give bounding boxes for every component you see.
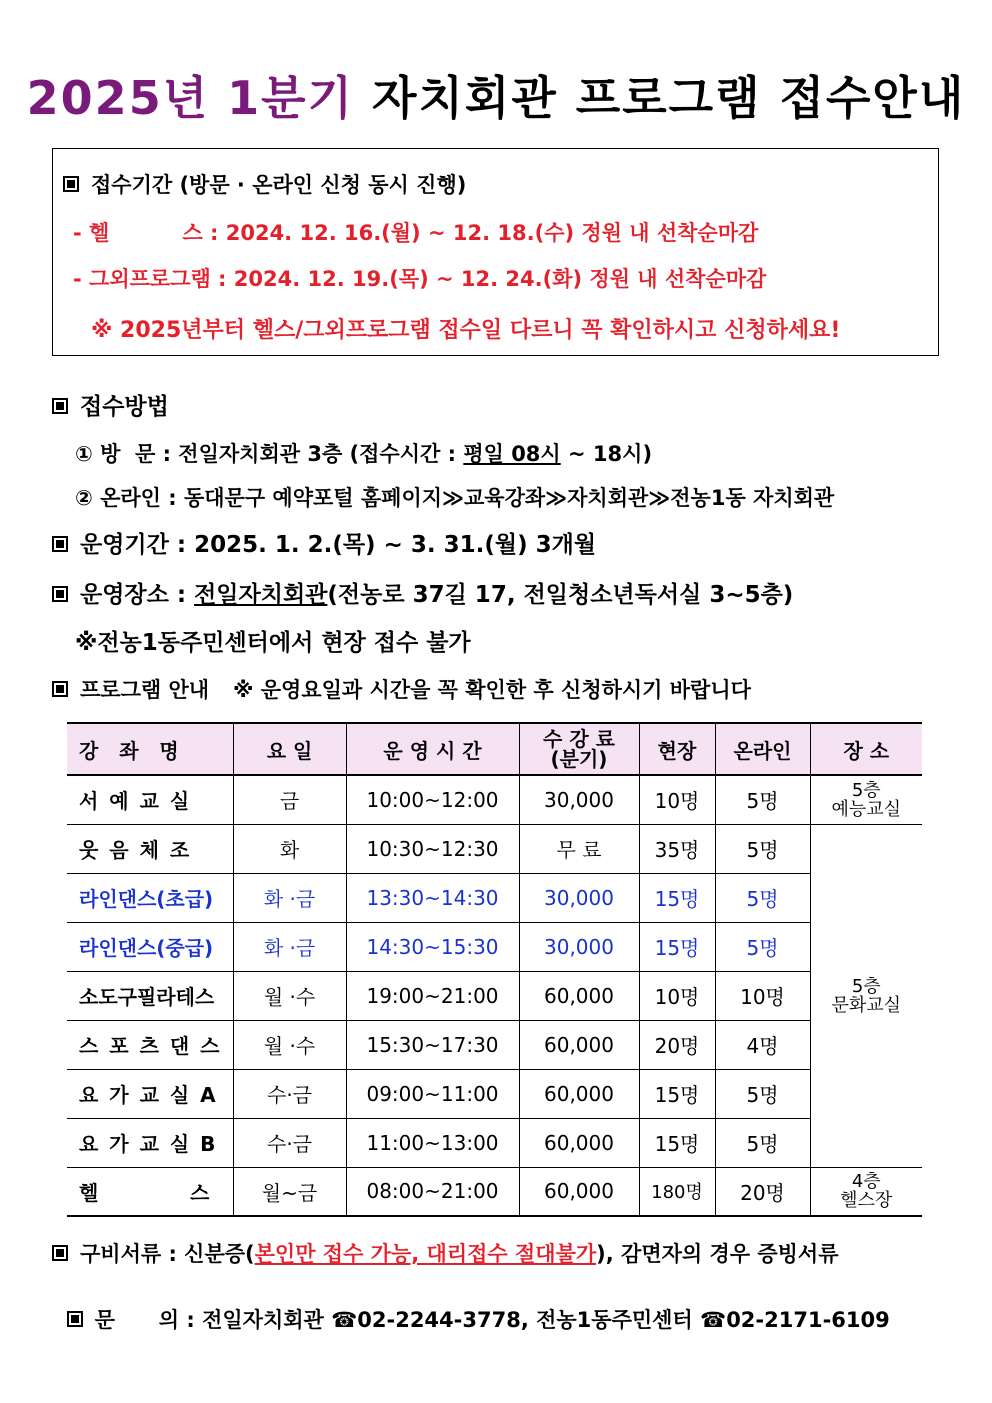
cell-place: [810, 824, 922, 1167]
header-onsite: 현장: [639, 723, 715, 775]
cell-online: 10명: [715, 971, 810, 1020]
cell-day: 금: [233, 775, 346, 824]
period-notice: ※ 2025년부터 헬스/그외프로그램 접수일 다르니 꼭 확인하시고 신청하세요!: [91, 318, 841, 343]
documents-label: 구비서류 : 신분증(: [80, 1242, 255, 1266]
method-heading-text: 접수방법: [80, 394, 169, 420]
cell-fee: 30,000: [519, 873, 639, 922]
cell-fee: 60,000: [519, 1020, 639, 1069]
cell-time: 19:00~21:00: [346, 971, 519, 1020]
method-heading: [52, 388, 169, 421]
cell-day: 월 ·수: [233, 971, 346, 1020]
header-place: 장 소: [810, 723, 922, 775]
cell-place: [810, 1167, 922, 1216]
header-fee: [519, 723, 639, 775]
cell-time: 15:30~17:30: [346, 1020, 519, 1069]
cell-onsite: 180명: [639, 1167, 715, 1216]
cell-time: 09:00~11:00: [346, 1069, 519, 1118]
header-fee-period: (분기): [550, 747, 608, 771]
cell-time: 10:00~12:00: [346, 775, 519, 824]
cell-place: [810, 775, 922, 824]
cell-fee: 무 료: [519, 824, 639, 873]
table-row: [67, 775, 922, 824]
table-row: [67, 971, 922, 1020]
method-visit: [75, 438, 652, 468]
visit-suffix: ~ 18시): [560, 442, 653, 466]
cell-fee: 60,000: [519, 971, 639, 1020]
cell-day: 화 ·금: [233, 922, 346, 971]
cell-day: 화 ·금: [233, 873, 346, 922]
place-room: 문화교실: [831, 994, 902, 1016]
table-row: [67, 1118, 922, 1167]
venue: [52, 576, 793, 609]
method-online: ② 온라인 : 동대문구 예약포털 홈페이지≫교육강좌≫자치회관≫전농1동 자치회관: [75, 486, 835, 510]
program-guide-note: ※ 운영요일과 시간을 꼭 확인한 후 신청하시기 바랍니다: [233, 678, 751, 702]
cell-fee: 60,000: [519, 1167, 639, 1216]
program-guide-heading: 프로그램 안내: [80, 678, 210, 702]
header-time: 운 영 시 간: [346, 723, 519, 775]
cell-day: 월 ·수: [233, 1020, 346, 1069]
cell-name: 라인댄스(초급): [67, 873, 233, 922]
cell-time: 08:00~21:00: [346, 1167, 519, 1216]
venue-note: ※전농1동주민센터에서 현장 접수 불가: [75, 630, 471, 656]
cell-onsite: 15명: [639, 1118, 715, 1167]
cell-onsite: 35명: [639, 824, 715, 873]
cell-online: 5명: [715, 1118, 810, 1167]
cell-name: 소도구필라테스: [67, 971, 233, 1020]
square-bullet-icon: [67, 1311, 83, 1327]
table-row: [67, 922, 922, 971]
cell-onsite: 20명: [639, 1020, 715, 1069]
cell-name: 요 가 교 실 B: [67, 1118, 233, 1167]
other-programs-period: - 그외프로그램 : 2024. 12. 19.(목) ~ 12. 24.(화) 정원 내 선착순마감: [73, 267, 767, 291]
venue-name: 전일자치회관: [194, 582, 328, 608]
cell-time: 14:30~15:30: [346, 922, 519, 971]
documents-suffix: ), 감면자의 경우 증빙서류: [596, 1242, 839, 1266]
table-header-row: [67, 723, 922, 775]
square-bullet-icon: [52, 536, 68, 552]
contact: [52, 1280, 890, 1334]
cell-online: 5명: [715, 873, 810, 922]
program-guide: [52, 674, 751, 704]
header-online: 온라인: [715, 723, 810, 775]
cell-online: 4명: [715, 1020, 810, 1069]
square-bullet-icon: [52, 1245, 68, 1261]
program-table: [67, 722, 922, 1217]
square-bullet-icon: [52, 586, 68, 602]
square-bullet-icon: [52, 398, 68, 414]
cell-time: 10:30~12:30: [346, 824, 519, 873]
documents-warning: 본인만 접수 가능, 대리접수 절대불가: [254, 1242, 597, 1266]
venue-detail: (전농로 37길 17, 전일청소년독서실 3~5층): [327, 582, 794, 608]
cell-day: 월~금: [233, 1167, 346, 1216]
place-room: 예능교실: [831, 798, 902, 820]
cell-name: 서 예 교 실: [67, 775, 233, 824]
cell-name: 요 가 교 실 A: [67, 1069, 233, 1118]
cell-fee: 30,000: [519, 775, 639, 824]
cell-onsite: 10명: [639, 971, 715, 1020]
cell-online: 5명: [715, 1069, 810, 1118]
cell-name: 헬 스: [67, 1167, 233, 1216]
cell-onsite: 15명: [639, 873, 715, 922]
table-row: [67, 1167, 922, 1216]
visit-prefix: ① 방 문 : 전일자치회관 3층 (접수시간 :: [75, 442, 464, 466]
place-room: 헬스장: [840, 1190, 893, 1212]
required-documents: [52, 1238, 839, 1268]
table-row: [67, 1020, 922, 1069]
period-heading-text: 접수기간 (방문 · 온라인 신청 동시 진행): [91, 173, 467, 197]
place-floor: 5층: [851, 975, 881, 997]
visit-hours: 평일 08시: [463, 442, 561, 466]
cell-day: 화: [233, 824, 346, 873]
title-main: 자치회관 프로그램 접수안내: [372, 71, 966, 125]
cell-time: 11:00~13:00: [346, 1118, 519, 1167]
header-name: 강 좌 명: [67, 723, 233, 775]
cell-onsite: 15명: [639, 922, 715, 971]
square-bullet-icon: [52, 681, 68, 697]
cell-onsite: 10명: [639, 775, 715, 824]
registration-period-box: [52, 148, 939, 356]
operation-period-text: 운영기간 : 2025. 1. 2.(목) ~ 3. 31.(월) 3개월: [80, 532, 597, 558]
cell-online: 5명: [715, 824, 810, 873]
place-floor: 4층: [851, 1171, 881, 1193]
cell-day: 수·금: [233, 1069, 346, 1118]
cell-online: 5명: [715, 922, 810, 971]
cell-onsite: 15명: [639, 1069, 715, 1118]
cell-fee: 60,000: [519, 1069, 639, 1118]
operation-period: [52, 526, 596, 559]
table-row: [67, 873, 922, 922]
cell-time: 13:30~14:30: [346, 873, 519, 922]
cell-name: 웃 음 체 조: [67, 824, 233, 873]
period-heading: [63, 169, 466, 199]
title-quarter: 2025년 1분기: [26, 71, 355, 125]
square-bullet-icon: [63, 176, 79, 192]
header-day: 요 일: [233, 723, 346, 775]
cell-name: 라인댄스(중급): [67, 922, 233, 971]
health-period: - 헬 스 : 2024. 12. 16.(월) ~ 12. 18.(수) 정원 내 선착순마감: [73, 221, 759, 245]
contact-text: 문 의 : 전일자치회관 ☎02-2244-3778, 전농1동주민센터 ☎02-2171-6109: [94, 1308, 890, 1332]
cell-online: 20명: [715, 1167, 810, 1216]
cell-fee: 60,000: [519, 1118, 639, 1167]
table-row: [67, 824, 922, 873]
cell-online: 5명: [715, 775, 810, 824]
header-fee-label: 수 강 료: [543, 727, 615, 751]
place-floor: 5층: [851, 779, 881, 801]
page-title: [0, 62, 992, 128]
table-row: [67, 1069, 922, 1118]
cell-day: 수·금: [233, 1118, 346, 1167]
cell-fee: 30,000: [519, 922, 639, 971]
cell-name: 스 포 츠 댄 스: [67, 1020, 233, 1069]
venue-label: 운영장소 :: [80, 582, 195, 608]
